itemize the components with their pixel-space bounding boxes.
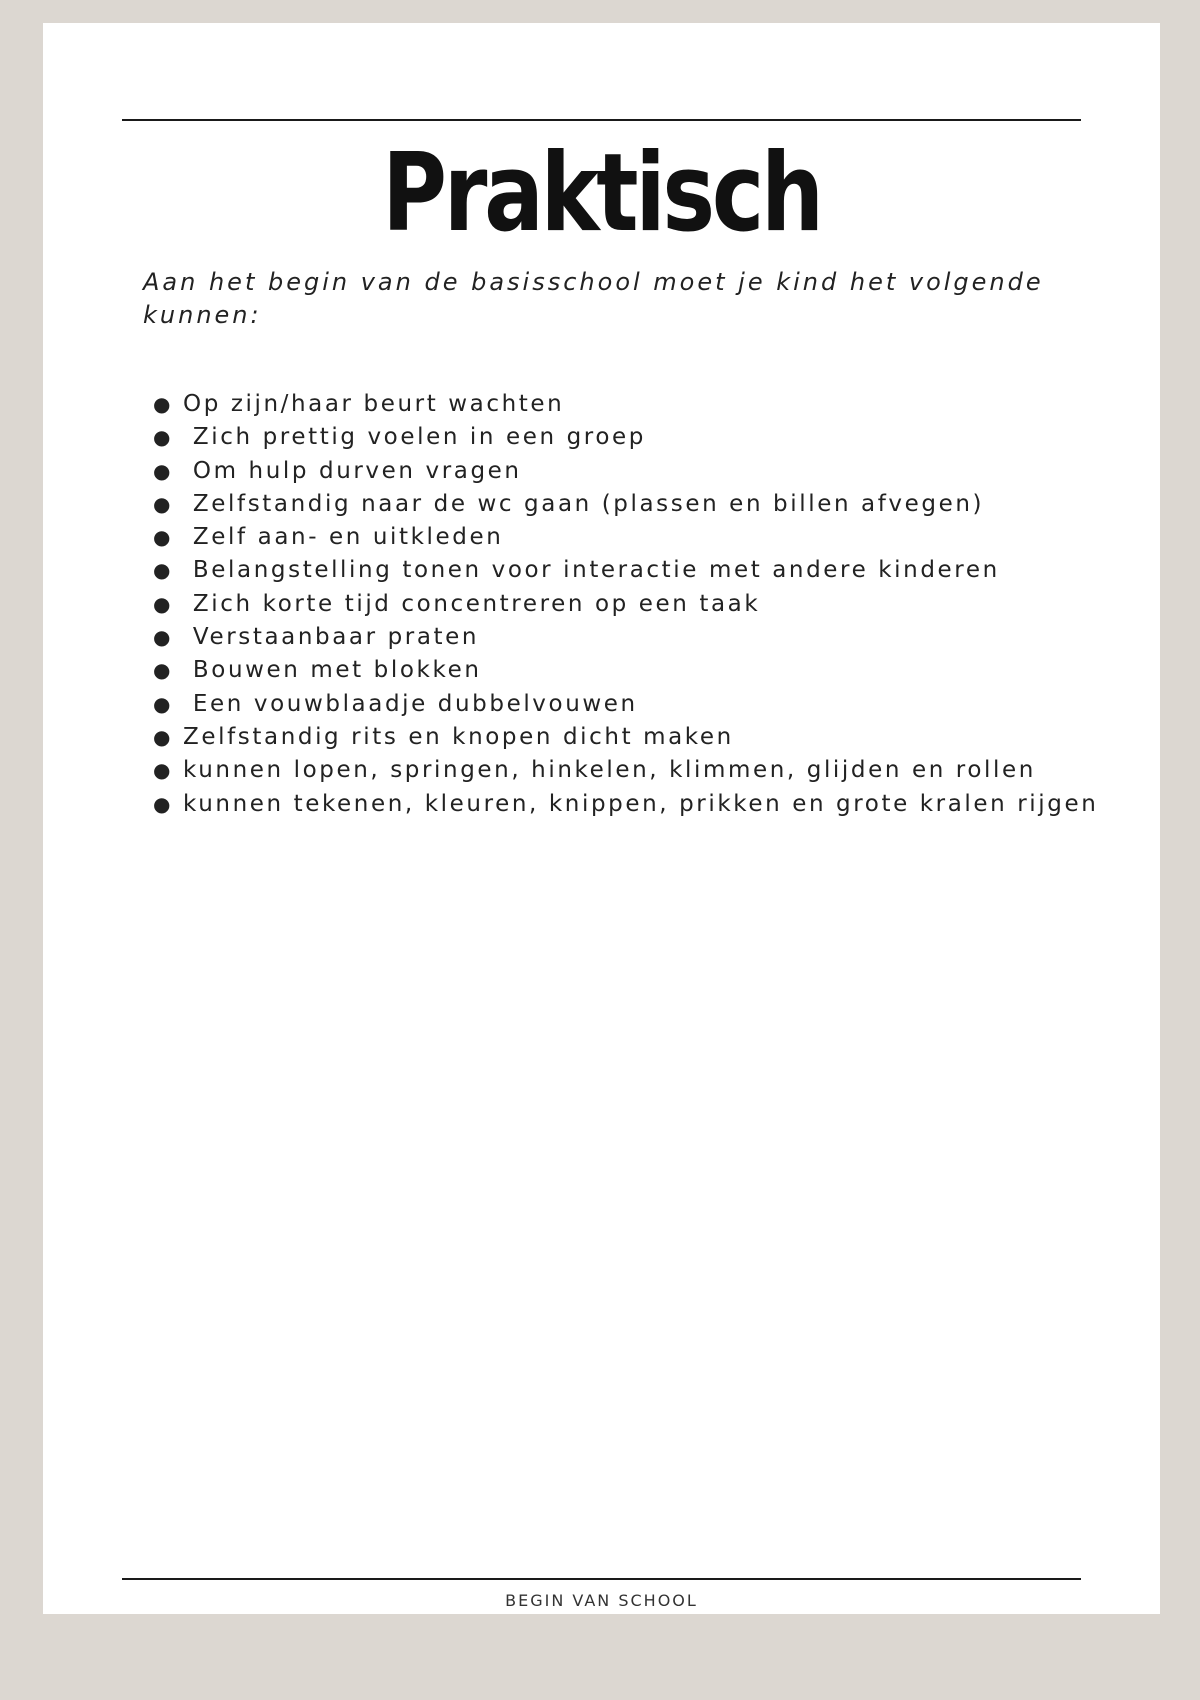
list-item — [153, 754, 1143, 787]
list-item — [153, 421, 1143, 454]
document-page — [43, 23, 1160, 1614]
list-item-text: Verstaanbaar praten — [183, 624, 480, 651]
bullet-icon: ● — [153, 491, 174, 516]
top-divider — [122, 119, 1081, 121]
list-item — [153, 721, 1143, 754]
list-item — [153, 521, 1143, 554]
bullet-icon: ● — [153, 591, 174, 616]
bullet-icon: ● — [153, 625, 174, 650]
bottom-divider — [122, 1578, 1081, 1580]
list-item — [153, 455, 1143, 488]
bullet-icon: ● — [153, 392, 174, 416]
list-item — [153, 588, 1143, 621]
skills-list — [143, 388, 1143, 821]
bullet-icon: ● — [153, 525, 174, 550]
bullet-icon: ● — [153, 658, 174, 683]
bullet-icon: ● — [153, 458, 174, 483]
bullet-icon: ● — [153, 724, 174, 749]
list-item-text: Een vouwblaadje dubbelvouwen — [183, 690, 638, 717]
bullet-icon: ● — [153, 758, 174, 783]
list-item — [153, 654, 1143, 687]
list-item-text: Om hulp durven vragen — [183, 457, 522, 484]
list-item — [153, 688, 1143, 721]
list-item-text: Zelfstandig rits en knopen dicht maken — [183, 723, 734, 750]
bullet-icon: ● — [153, 425, 174, 450]
bullet-icon: ● — [153, 691, 174, 716]
list-item-text: Zich korte tijd concentreren op een taak — [183, 590, 761, 617]
list-item — [153, 388, 1143, 421]
bullet-icon: ● — [153, 791, 174, 816]
list-item-text: Zich prettig voelen in een groep — [183, 424, 646, 451]
bullet-icon: ● — [153, 558, 174, 583]
list-item — [153, 488, 1143, 521]
list-item-text: Belangstelling tonen voor interactie met andere kinderen — [183, 557, 1000, 584]
list-item-text: Zelf aan- en uitkleden — [183, 524, 504, 551]
list-item-text: kunnen tekenen, kleuren, knippen, prikken en grote kralen rijgen — [183, 790, 1099, 817]
list-item — [153, 788, 1143, 821]
footer-text: BEGIN VAN SCHOOL — [505, 1591, 698, 1610]
list-item-text: Zelfstandig naar de wc gaan (plassen en billen afvegen) — [183, 490, 985, 517]
list-item-text: Bouwen met blokken — [183, 657, 482, 684]
list-item-text: Op zijn/haar beurt wachten — [183, 391, 565, 417]
page-title: Praktisch — [382, 131, 821, 256]
list-item-text: kunnen lopen, springen, hinkelen, klimmen, glijden en rollen — [183, 757, 1036, 784]
list-item — [153, 554, 1143, 587]
list-item — [153, 621, 1143, 654]
intro-text: Aan het begin van de basisschool moet je kind het volgende kunnen: — [143, 268, 1044, 329]
